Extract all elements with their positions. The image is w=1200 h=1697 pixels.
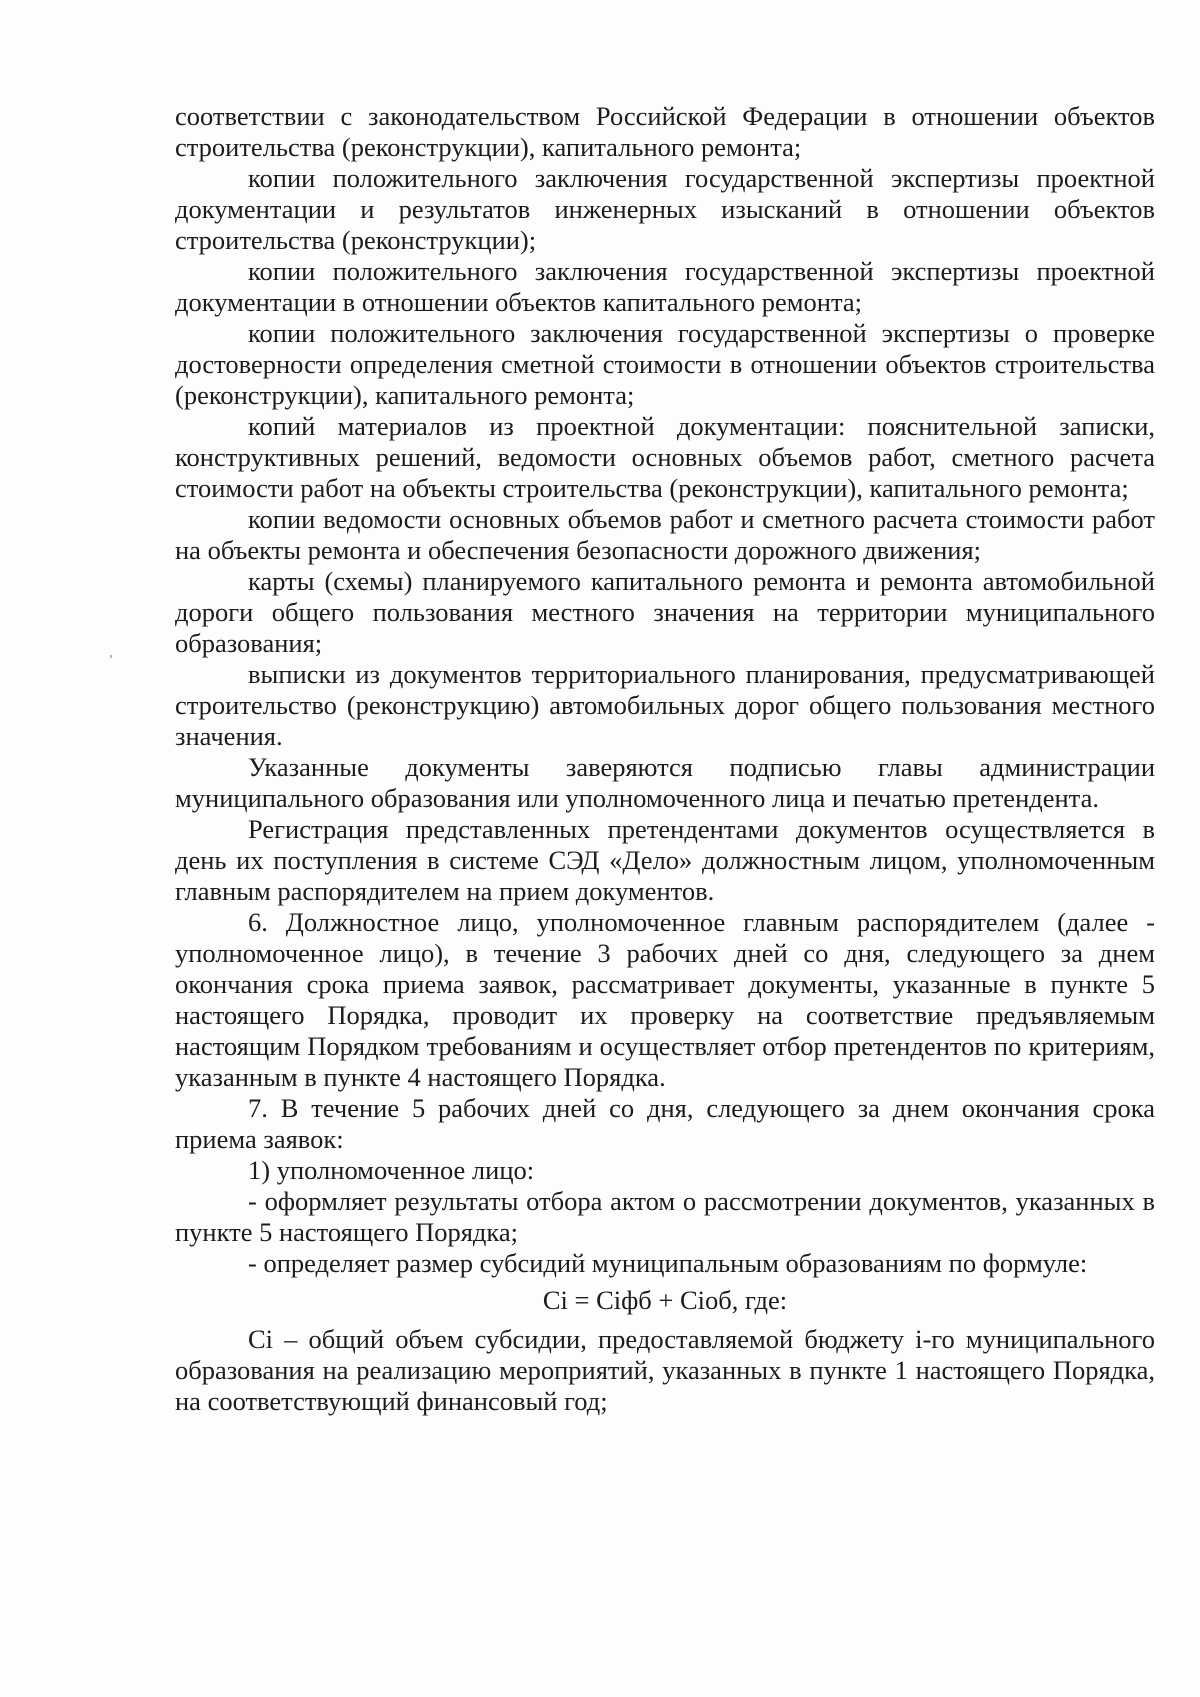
document-body <box>175 101 1155 1417</box>
paragraph-item-7: 7. В течение 5 рабочих дней со дня, следующего за днем окончания срока приема заявок: <box>175 1093 1155 1154</box>
paragraph-volume-statement: копии ведомости основных объемов работ и сметного расчета стоимости работ на объекты ремонта и обеспечения безопасности дорожного движения; <box>175 504 1155 565</box>
paragraph-expertise-estimate: копии положительного заключения государственной экспертизы о проверке достоверности определения сметной стоимости в отношении объектов строительства (реконструкции), капитального ремонта; <box>175 318 1155 410</box>
paragraph-expertise-construction: копии положительного заключения государственной экспертизы проектной документации и результатов инженерных изысканий в отношении объектов строительства (реконструкции); <box>175 163 1155 255</box>
paragraph-project-materials: копий материалов из проектной документации: пояснительной записки, конструктивных решений, ведомости основных объемов работ, сметного расчета стоимости работ на объекты строительства (реконструкции), капитального ремонта; <box>175 411 1155 503</box>
paragraph-certification: Указанные документы заверяются подписью главы администрации муниципального образования или уполномоченного лица и печатью претендента. <box>175 752 1155 813</box>
paragraph-dash-results: - оформляет результаты отбора актом о рассмотрении документов, указанных в пункте 5 настоящего Порядка; <box>175 1186 1155 1247</box>
paragraph-expertise-repair: копии положительного заключения государственной экспертизы проектной документации в отношении объектов капитального ремонта; <box>175 256 1155 317</box>
paragraph-continuation: соответствии с законодательством Российской Федерации в отношении объектов строительства (реконструкции), капитального ремонта; <box>175 101 1155 162</box>
paragraph-registration: Регистрация представленных претендентами документов осуществляется в день их поступления в системе СЭД «Дело» должностным лицом, уполномоченным главным распорядителем на прием документов. <box>175 814 1155 906</box>
paragraph-item-6: 6. Должностное лицо, уполномоченное главным распорядителем (далее - уполномоченное лицо), в течение 3 рабочих дней со дня, следующего за днем окончания срока приема заявок, рассматривает документы, указанные в пункте 5 настоящего Порядка, проводит их проверку на соответствие предъявляемым настоящим Порядком требованиям и осуществляет отбор претендентов по критериям, указанным в пункте 4 настоящего Порядка. <box>175 907 1155 1092</box>
scan-speck <box>110 655 112 658</box>
paragraph-road-map: карты (схемы) планируемого капитального ремонта и ремонта автомобильной дороги общего пользования местного значения на территории муниципального образования; <box>175 566 1155 658</box>
formula: Ci = Ciфб + Ciоб, где: <box>542 1285 788 1315</box>
paragraph-ci-definition: Ci – общий объем субсидии, предоставляемой бюджету i-го муниципального образования на реализацию мероприятий, указанных в пункте 1 настоящего Порядка, на соответствующий финансовый год; <box>175 1324 1155 1416</box>
paragraph-subitem-1: 1) уполномоченное лицо: <box>248 1155 535 1185</box>
paragraph-dash-formula: - определяет размер субсидий муниципальным образованиям по формуле: <box>248 1248 1088 1278</box>
paragraph-planning-extracts: выписки из документов территориального планирования, предусматривающей строительство (реконструкцию) автомобильных дорог общего пользования местного значения. <box>175 659 1155 751</box>
